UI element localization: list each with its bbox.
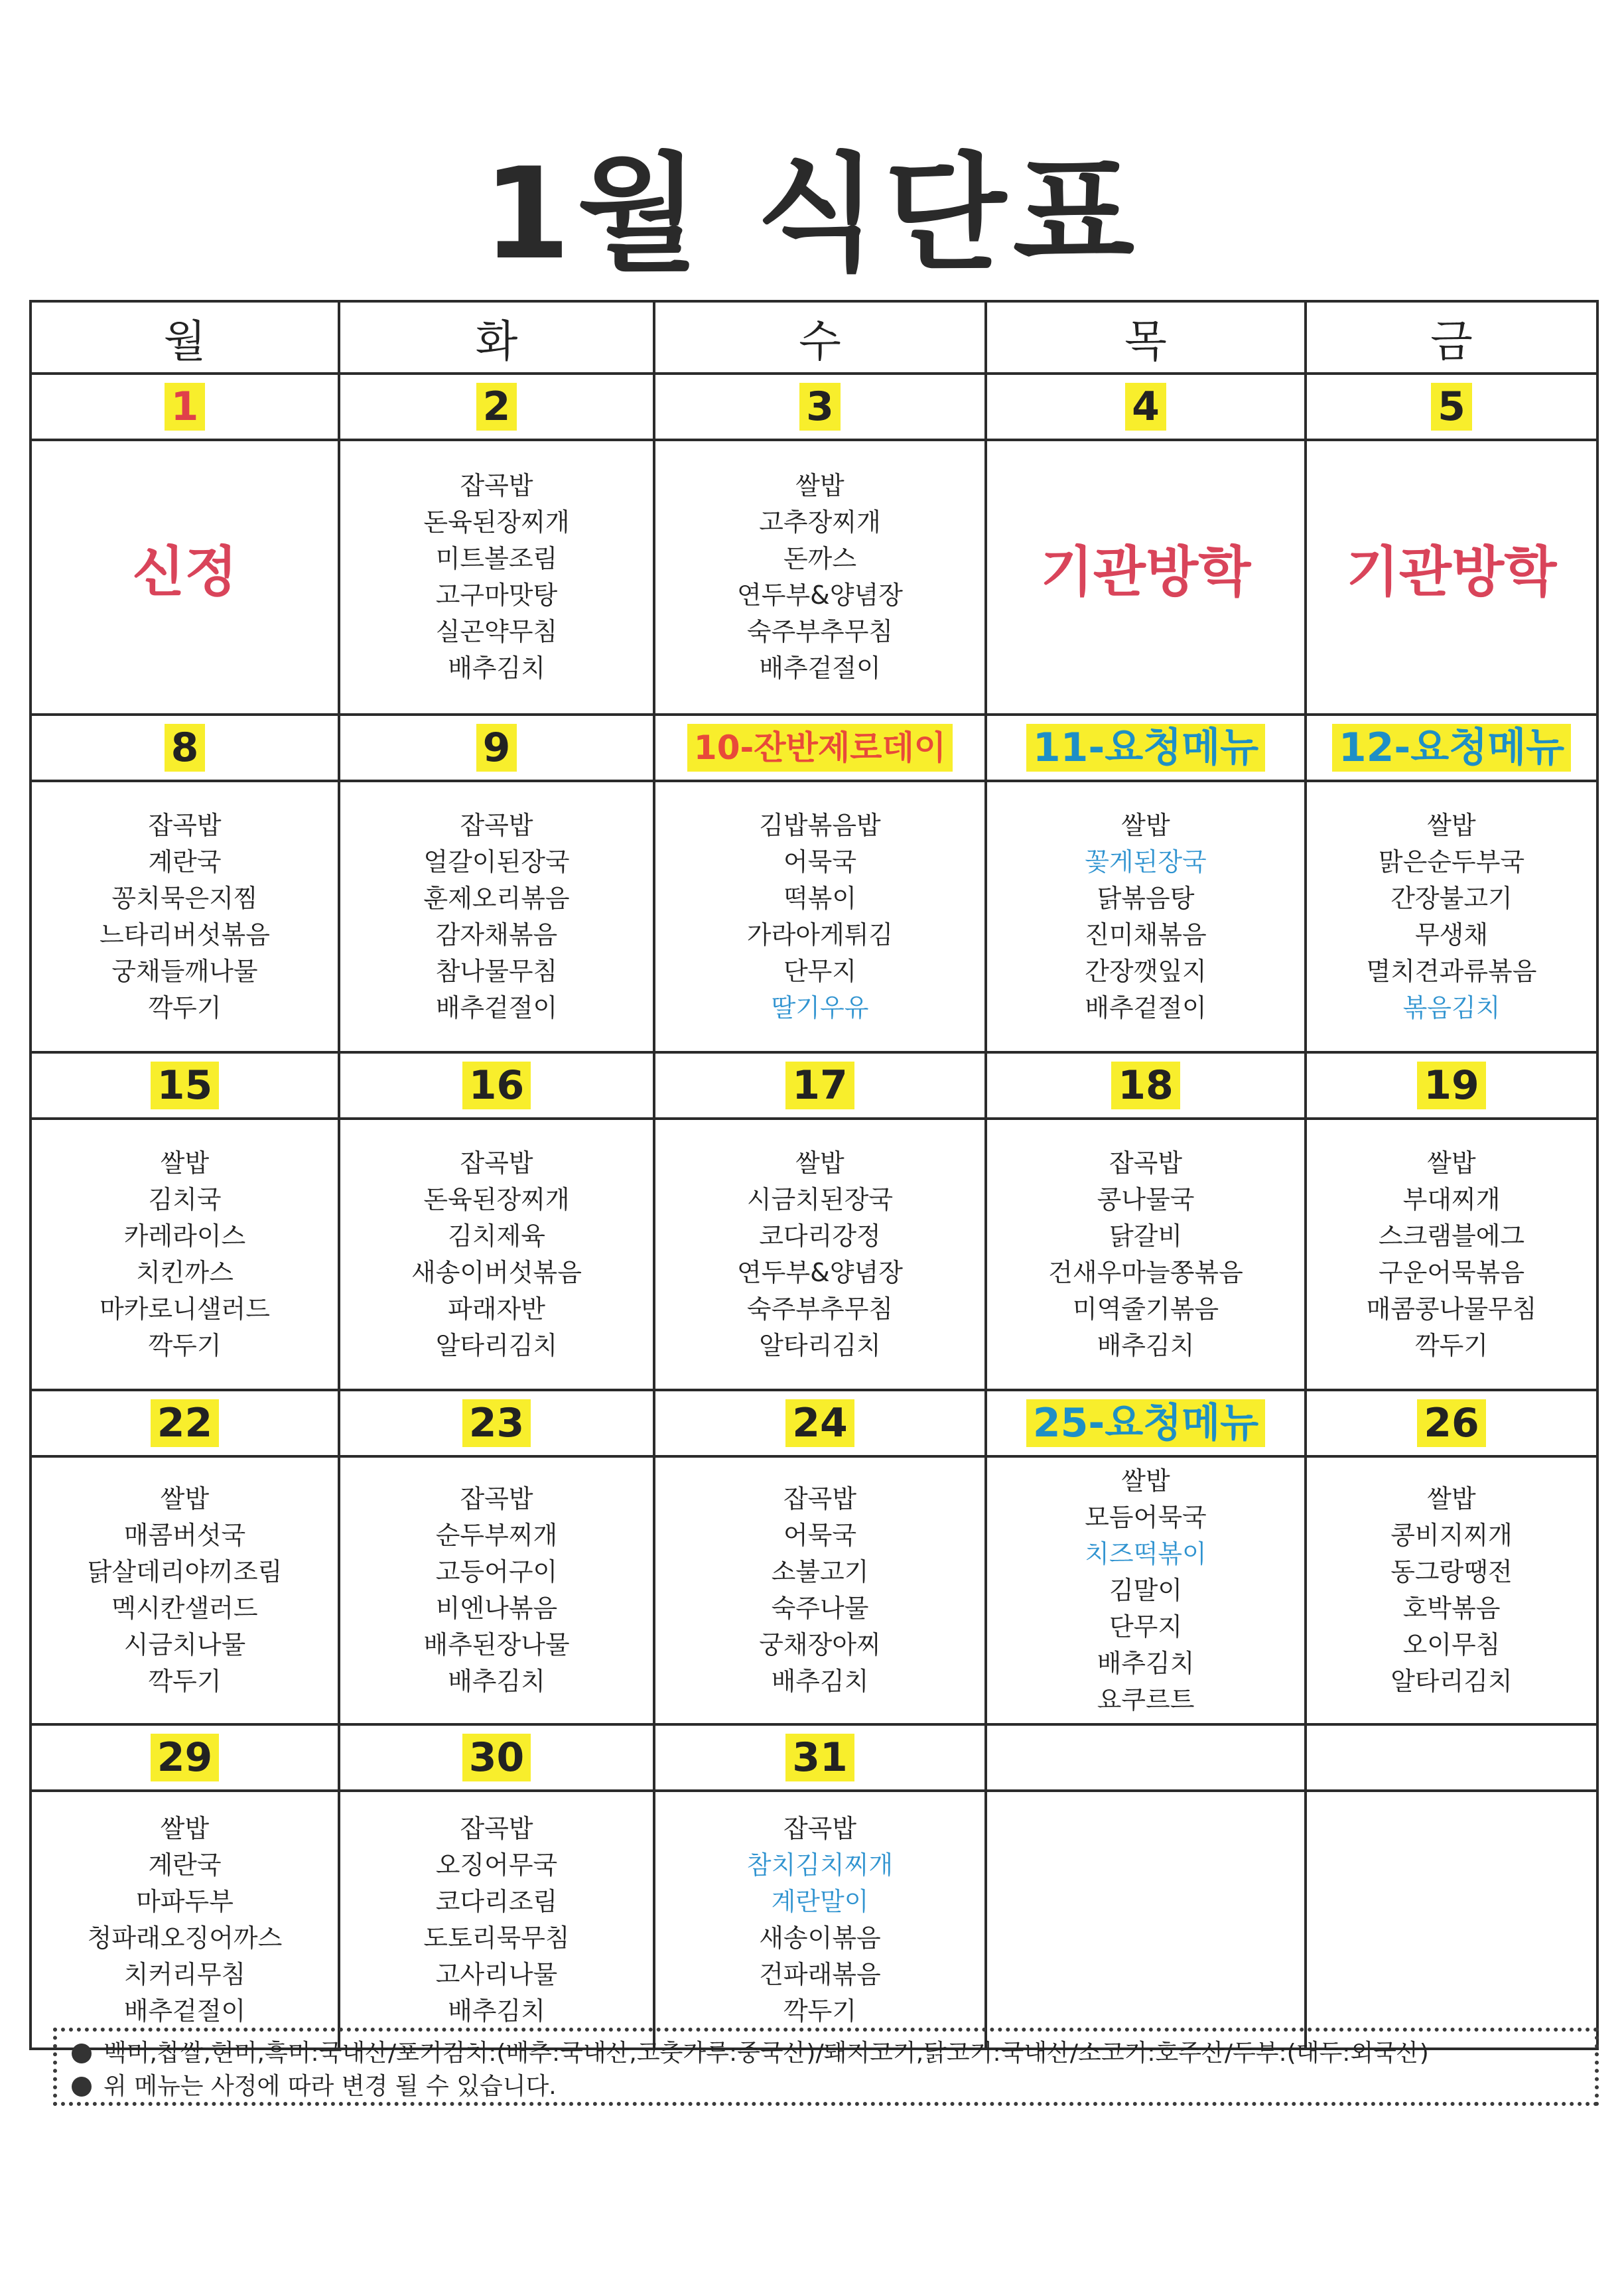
menu-item: 닭갈비 bbox=[1109, 1221, 1183, 1251]
date-cell bbox=[339, 1052, 654, 1119]
menu-item: 쌀밥 bbox=[1427, 810, 1476, 840]
menu-item: 연두부&양념장 bbox=[737, 1257, 903, 1287]
menu-item: 쌀밥 bbox=[1121, 1466, 1170, 1495]
menu-item: 맑은순두부국 bbox=[1378, 847, 1525, 876]
weekday-thu: 목 bbox=[986, 301, 1306, 374]
date-row bbox=[31, 715, 1597, 781]
date-cell bbox=[31, 374, 339, 440]
weekday-tue: 화 bbox=[339, 301, 654, 374]
menu-item: 깍두기 bbox=[148, 1667, 222, 1696]
date-cell bbox=[654, 1052, 986, 1119]
menu-item: 오징어무국 bbox=[435, 1850, 558, 1880]
date-label: 4 bbox=[1125, 383, 1166, 431]
menu-item: 잡곡밥 bbox=[1109, 1148, 1183, 1178]
date-label: 3 bbox=[799, 383, 841, 431]
date-cell bbox=[31, 1724, 339, 1791]
menu-item: 새송이볶음 bbox=[759, 1923, 881, 1953]
date-label: 18 bbox=[1111, 1062, 1180, 1109]
date-cell bbox=[339, 1390, 654, 1456]
menu-item: 쌀밥 bbox=[160, 1148, 210, 1178]
weekday-header-row bbox=[31, 301, 1597, 374]
menu-item: 도토리묵무침 bbox=[423, 1923, 570, 1953]
menu-item: 어묵국 bbox=[783, 847, 857, 876]
menu-item: 배추김치 bbox=[448, 1996, 545, 2026]
menu-item: 볶음김치 bbox=[1402, 993, 1501, 1022]
note-change bbox=[72, 2070, 1580, 2103]
date-cell bbox=[339, 374, 654, 440]
menu-item: 닭살데리야끼조림 bbox=[87, 1557, 283, 1586]
menu-cell bbox=[339, 440, 654, 715]
menu-cell bbox=[339, 1791, 654, 2049]
menu-item: 깍두기 bbox=[148, 1330, 222, 1360]
date-cell bbox=[654, 374, 986, 440]
menu-item: 고추장찌개 bbox=[759, 508, 881, 537]
date-label: 16 bbox=[462, 1062, 531, 1109]
menu-item: 알타리김치 bbox=[759, 1330, 881, 1360]
menu-item: 깍두기 bbox=[783, 1996, 857, 2026]
menu-item: 배추김치 bbox=[448, 654, 545, 683]
date-cell bbox=[31, 1052, 339, 1119]
menu-item: 콩비지찌개 bbox=[1390, 1521, 1513, 1550]
menu-cell bbox=[1306, 781, 1597, 1052]
menu-item: 간장불고기 bbox=[1390, 883, 1513, 913]
menu-item: 간장깻잎지 bbox=[1085, 956, 1207, 986]
date-cell bbox=[986, 715, 1306, 781]
menu-item: 꽃게된장국 bbox=[1085, 847, 1207, 876]
date-label: 15 bbox=[151, 1062, 220, 1109]
menu-row bbox=[31, 1119, 1597, 1390]
date-cell bbox=[31, 715, 339, 781]
date-cell bbox=[654, 1724, 986, 1791]
menu-item: 고사리나물 bbox=[435, 1959, 558, 1989]
menu-item: 파래자반 bbox=[448, 1294, 545, 1324]
menu-item: 쌀밥 bbox=[160, 1813, 210, 1843]
menu-item: 돈육된장찌개 bbox=[423, 1184, 570, 1214]
menu-item: 얼갈이된장국 bbox=[423, 847, 570, 876]
menu-item: 가라아게튀김 bbox=[746, 920, 894, 949]
menu-cell bbox=[339, 1119, 654, 1390]
menu-item: 청파래오징어까스 bbox=[87, 1923, 283, 1953]
menu-item: 코다리조림 bbox=[435, 1886, 558, 1916]
bullet-icon bbox=[72, 2044, 92, 2063]
date-row bbox=[31, 1724, 1597, 1791]
menu-item: 진미채볶음 bbox=[1085, 920, 1207, 949]
date-label: 11-요청메뉴 bbox=[1026, 724, 1265, 772]
date-cell bbox=[986, 374, 1306, 440]
note-text: 백미,찹쌀,현미,흑미:국내산/포기김치:(배추:국내산,고춧가루:중국산)/돼지고기,닭고기:국내산/소고기:호주산/두부:(대두:외국산) bbox=[103, 2040, 1429, 2067]
menu-cell bbox=[1306, 1119, 1597, 1390]
menu-cell bbox=[1306, 1456, 1597, 1724]
menu-item: 소불고기 bbox=[771, 1557, 869, 1586]
menu-item: 깍두기 bbox=[1414, 1330, 1489, 1360]
menu-item: 쌀밥 bbox=[1121, 810, 1170, 840]
date-label: 10-잔반제로데이 bbox=[687, 724, 953, 772]
date-label: 19 bbox=[1417, 1062, 1486, 1109]
menu-item: 배추김치 bbox=[1097, 1648, 1195, 1678]
date-row bbox=[31, 1052, 1597, 1119]
menu-cell bbox=[986, 1456, 1306, 1724]
menu-item: 고구마맛탕 bbox=[435, 581, 558, 610]
menu-item: 카레라이스 bbox=[123, 1221, 246, 1251]
menu-row bbox=[31, 1456, 1597, 1724]
date-label: 9 bbox=[476, 724, 517, 772]
menu-item: 닭볶음탕 bbox=[1097, 883, 1195, 913]
menu-item: 계란말이 bbox=[771, 1886, 869, 1916]
menu-item: 구운어묵볶음 bbox=[1378, 1257, 1525, 1287]
date-cell bbox=[1306, 1724, 1597, 1791]
menu-cell bbox=[339, 781, 654, 1052]
menu-item: 배추김치 bbox=[448, 1667, 545, 1696]
menu-item: 실곤약무침 bbox=[435, 617, 558, 646]
menu-item: 쌀밥 bbox=[1427, 1148, 1476, 1178]
menu-item: 코다리강정 bbox=[759, 1221, 881, 1251]
menu-item: 무생채 bbox=[1414, 920, 1489, 949]
menu-item: 콩나물국 bbox=[1097, 1184, 1195, 1214]
date-cell bbox=[1306, 715, 1597, 781]
menu-item: 새송이버섯볶음 bbox=[411, 1257, 582, 1287]
menu-item: 배추겉절이 bbox=[759, 654, 881, 683]
menu-item: 치커리무침 bbox=[123, 1959, 246, 1989]
menu-row bbox=[31, 1791, 1597, 2049]
date-label: 2 bbox=[476, 383, 517, 431]
date-label: 17 bbox=[785, 1062, 854, 1109]
menu-item: 동그랑땡전 bbox=[1390, 1557, 1513, 1586]
date-cell bbox=[986, 1052, 1306, 1119]
date-cell bbox=[1306, 374, 1597, 440]
menu-item: 호박볶음 bbox=[1402, 1594, 1501, 1623]
menu-cell bbox=[654, 1119, 986, 1390]
date-cell bbox=[654, 1390, 986, 1456]
menu-item: 김말이 bbox=[1109, 1575, 1183, 1605]
menu-item: 비엔나볶음 bbox=[435, 1594, 558, 1623]
menu-item: 계란국 bbox=[148, 847, 222, 876]
menu-item: 매콤콩나물무침 bbox=[1366, 1294, 1537, 1324]
menu-item: 스크램블에그 bbox=[1378, 1221, 1525, 1251]
weekday-fri: 금 bbox=[1306, 301, 1597, 374]
menu-item: 훈제오리볶음 bbox=[423, 883, 570, 913]
date-cell bbox=[31, 1390, 339, 1456]
menu-item: 참나물무침 bbox=[435, 956, 558, 986]
weekday-mon: 월 bbox=[31, 301, 339, 374]
menu-item: 잡곡밥 bbox=[460, 1148, 533, 1178]
date-label: 31 bbox=[785, 1734, 854, 1781]
menu-item: 요쿠르트 bbox=[1097, 1685, 1195, 1714]
menu-item: 잡곡밥 bbox=[783, 1484, 857, 1513]
menu-cell bbox=[654, 781, 986, 1052]
menu-item: 쌀밥 bbox=[795, 471, 845, 500]
menu-item: 시금치나물 bbox=[123, 1630, 246, 1659]
menu-item: 궁채장아찌 bbox=[759, 1630, 881, 1659]
menu-item: 배추김치 bbox=[1097, 1330, 1195, 1360]
holiday-label: 기관방학 bbox=[1346, 541, 1557, 604]
menu-item: 배추겉절이 bbox=[123, 1996, 246, 2026]
menu-cell bbox=[986, 1791, 1306, 2049]
date-label: 23 bbox=[462, 1399, 531, 1447]
menu-cell bbox=[31, 440, 339, 715]
menu-item: 순두부찌개 bbox=[435, 1521, 558, 1550]
menu-item: 잡곡밥 bbox=[148, 810, 222, 840]
menu-item: 쌀밥 bbox=[160, 1484, 210, 1513]
menu-item: 미트볼조림 bbox=[435, 544, 558, 573]
menu-item: 시금치된장국 bbox=[746, 1184, 894, 1214]
menu-item: 숙주부추무침 bbox=[746, 1294, 894, 1324]
menu-item: 잡곡밥 bbox=[460, 1813, 533, 1843]
date-cell bbox=[1306, 1390, 1597, 1456]
menu-item: 고등어구이 bbox=[435, 1557, 558, 1586]
menu-cell bbox=[654, 1456, 986, 1724]
holiday-label: 기관방학 bbox=[1040, 541, 1251, 604]
menu-item: 잡곡밥 bbox=[460, 471, 533, 500]
date-cell bbox=[1306, 1052, 1597, 1119]
menu-item: 쌀밥 bbox=[795, 1148, 845, 1178]
date-label: 24 bbox=[785, 1399, 854, 1447]
date-label: 26 bbox=[1417, 1399, 1486, 1447]
menu-item: 미역줄기볶음 bbox=[1072, 1294, 1219, 1324]
menu-item: 오이무침 bbox=[1402, 1630, 1501, 1659]
menu-item: 치킨까스 bbox=[136, 1257, 234, 1287]
menu-item: 돈육된장찌개 bbox=[423, 508, 570, 537]
menu-item: 부대찌개 bbox=[1402, 1184, 1501, 1214]
date-label: 8 bbox=[165, 724, 206, 772]
date-cell bbox=[339, 715, 654, 781]
menu-cell bbox=[339, 1456, 654, 1724]
bullet-icon bbox=[72, 2077, 92, 2097]
menu-item: 마파두부 bbox=[136, 1886, 234, 1916]
menu-item: 멕시칸샐러드 bbox=[111, 1594, 258, 1623]
holiday-label: 신정 bbox=[132, 541, 237, 604]
menu-item: 단무지 bbox=[1109, 1612, 1183, 1641]
menu-cell bbox=[31, 781, 339, 1052]
menu-cell bbox=[31, 1456, 339, 1724]
menu-item: 숙주부추무침 bbox=[746, 617, 894, 646]
menu-item: 배추된장나물 bbox=[423, 1630, 570, 1659]
menu-item: 궁채들깨나물 bbox=[111, 956, 258, 986]
menu-item: 연두부&양념장 bbox=[737, 581, 903, 610]
date-label: 1 bbox=[165, 383, 206, 431]
date-cell bbox=[654, 715, 986, 781]
menu-row bbox=[31, 781, 1597, 1052]
menu-item: 알타리김치 bbox=[1390, 1667, 1513, 1696]
menu-item: 감자채볶음 bbox=[435, 920, 558, 949]
date-cell bbox=[986, 1390, 1306, 1456]
date-row bbox=[31, 1390, 1597, 1456]
menu-item: 돈까스 bbox=[783, 544, 857, 573]
note-origin bbox=[72, 2037, 1580, 2070]
menu-item: 어묵국 bbox=[783, 1521, 857, 1550]
menu-cell bbox=[654, 440, 986, 715]
menu-item: 느타리버섯볶음 bbox=[100, 920, 270, 949]
menu-item: 김치제육 bbox=[448, 1221, 545, 1251]
menu-cell bbox=[1306, 440, 1597, 715]
menu-item: 김치국 bbox=[148, 1184, 222, 1214]
menu-item: 치즈떡볶이 bbox=[1085, 1539, 1207, 1568]
menu-item: 배추김치 bbox=[771, 1667, 869, 1696]
menu-cell bbox=[986, 1119, 1306, 1390]
menu-item: 계란국 bbox=[148, 1850, 222, 1880]
date-cell bbox=[986, 1724, 1306, 1791]
menu-item: 떡볶이 bbox=[783, 883, 857, 913]
menu-item: 쌀밥 bbox=[1427, 1484, 1476, 1513]
date-label: 12-요청메뉴 bbox=[1332, 724, 1571, 772]
weekday-wed: 수 bbox=[654, 301, 986, 374]
menu-item: 멸치견과류볶음 bbox=[1366, 956, 1537, 986]
menu-cell bbox=[1306, 1791, 1597, 2049]
menu-cell bbox=[654, 1791, 986, 2049]
page-title: 1월 식단표 bbox=[482, 141, 1142, 287]
menu-item: 단무지 bbox=[783, 956, 857, 986]
menu-cell bbox=[986, 781, 1306, 1052]
menu-item: 깍두기 bbox=[148, 993, 222, 1022]
menu-item: 건새우마늘쫑볶음 bbox=[1048, 1257, 1243, 1287]
menu-item: 딸기우유 bbox=[771, 993, 869, 1022]
menu-item: 배추겉절이 bbox=[435, 993, 558, 1022]
date-row bbox=[31, 374, 1597, 440]
menu-row bbox=[31, 440, 1597, 715]
date-label: 30 bbox=[462, 1734, 531, 1781]
menu-item: 건파래볶음 bbox=[759, 1959, 881, 1989]
menu-item: 매콤버섯국 bbox=[123, 1521, 246, 1550]
menu-item: 잡곡밥 bbox=[460, 810, 533, 840]
menu-item: 모듬어묵국 bbox=[1085, 1502, 1207, 1532]
menu-item: 배추겉절이 bbox=[1085, 993, 1207, 1022]
date-label: 29 bbox=[151, 1734, 220, 1781]
menu-cell bbox=[986, 440, 1306, 715]
date-cell bbox=[339, 1724, 654, 1791]
menu-item: 잡곡밥 bbox=[783, 1813, 857, 1843]
menu-item: 알타리김치 bbox=[435, 1330, 558, 1360]
date-label: 25-요청메뉴 bbox=[1026, 1399, 1265, 1447]
menu-cell bbox=[31, 1119, 339, 1390]
menu-item: 꽁치묵은지찜 bbox=[111, 883, 258, 913]
menu-item: 김밥볶음밥 bbox=[759, 810, 881, 840]
date-label: 22 bbox=[151, 1399, 220, 1447]
notes-box bbox=[53, 2028, 1599, 2106]
menu-item: 숙주나물 bbox=[771, 1594, 869, 1623]
menu-item: 참치김치찌개 bbox=[746, 1850, 894, 1880]
menu-cell bbox=[31, 1791, 339, 2049]
menu-item: 잡곡밥 bbox=[460, 1484, 533, 1513]
date-label: 5 bbox=[1431, 383, 1472, 431]
meal-calendar bbox=[29, 300, 1599, 2050]
menu-item: 마카로니샐러드 bbox=[100, 1294, 270, 1324]
note-text: 위 메뉴는 사정에 따라 변경 될 수 있습니다. bbox=[103, 2073, 557, 2100]
